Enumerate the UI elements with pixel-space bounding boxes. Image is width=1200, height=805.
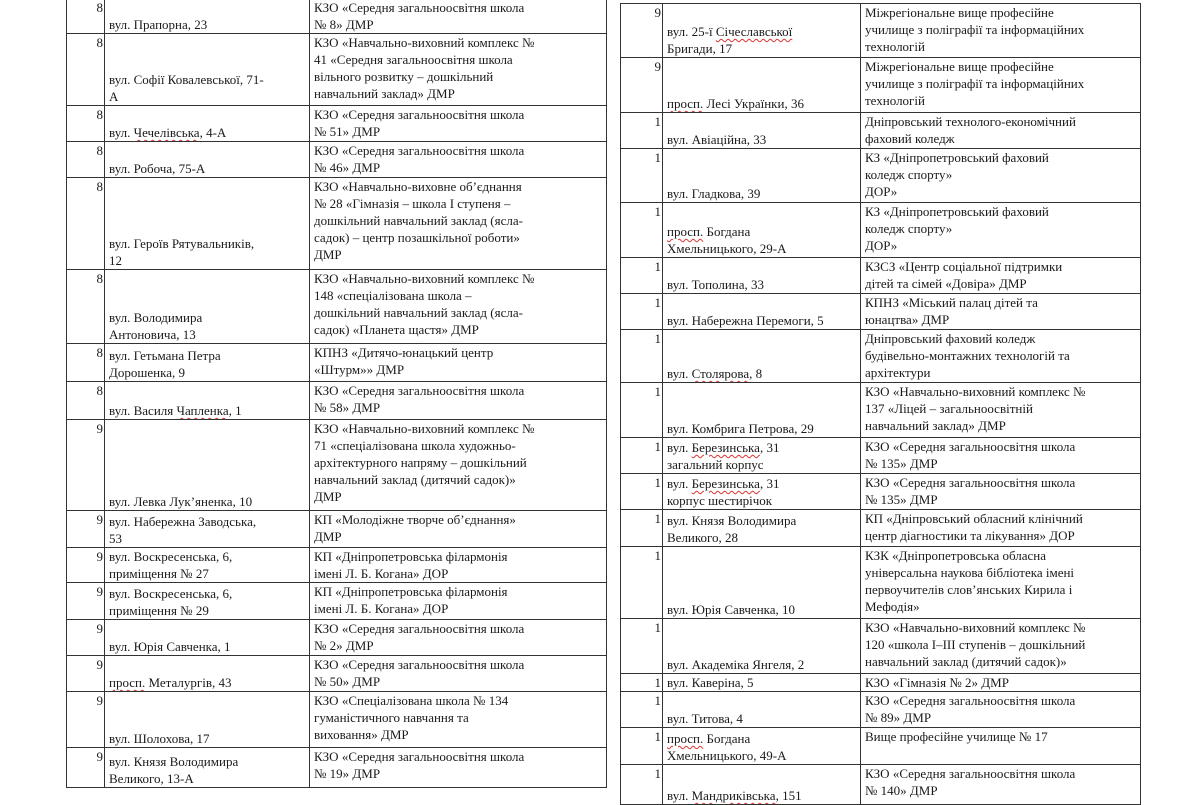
row-number-text: 9: [96, 749, 103, 764]
address-cell: [105, 34, 310, 106]
organization-cell: [861, 728, 1141, 765]
row-number: [621, 149, 663, 203]
address-cell: [663, 203, 861, 258]
organization-cell-text: Дніпровський фаховий коледж будівельно-монтажних технологій та архітектури: [865, 331, 1070, 380]
table-row: [621, 383, 1141, 438]
address-cell: [663, 113, 861, 149]
address-cell: [105, 142, 310, 178]
organization-cell-text: КЗО «Середня загальноосвітня школа № 8» ДМР: [314, 0, 525, 32]
row-number: [621, 510, 663, 547]
row-number: [621, 674, 663, 692]
spellcheck-underline: Січеславської: [715, 24, 793, 39]
row-number-text: 9: [96, 421, 103, 436]
organization-cell-text: КПНЗ «Міський палац дітей та юнацтва» ДМР: [865, 295, 1038, 327]
right-address-table: [620, 3, 1141, 805]
address-cell: [663, 383, 861, 438]
row-number-text: 8: [96, 345, 103, 360]
spellcheck-underline: Чапленка: [176, 403, 229, 418]
address-cell: [105, 748, 310, 788]
row-number: [621, 692, 663, 728]
address-cell-text: просп. Богдана Хмельницького, 29-А: [667, 224, 787, 256]
organization-cell: [861, 674, 1141, 692]
address-cell-text: вул. Воскресенська, 6, приміщення № 27: [109, 549, 233, 581]
organization-cell: [310, 583, 607, 620]
row-number: [67, 620, 105, 656]
row-number: [621, 203, 663, 258]
address-cell-text: вул. Набережна Заводська, 53: [109, 514, 257, 546]
table-row: [621, 438, 1141, 474]
address-cell-text: вул. Столярова, 8: [667, 366, 763, 381]
row-number: [621, 619, 663, 674]
spellcheck-underline: Березинська: [691, 476, 760, 491]
organization-cell-text: КЗК «Дніпропетровська обласна універсальна наукова бібліотека імені первоучителів слов’янських Кирила і Мефодія»: [865, 548, 1075, 614]
address-cell: [105, 511, 310, 548]
address-cell: [105, 583, 310, 620]
organization-cell: [310, 178, 607, 270]
row-number-text: 1: [654, 204, 661, 219]
organization-cell: [861, 294, 1141, 330]
address-cell: [105, 420, 310, 511]
organization-cell-text: КПНЗ «Дитячо-юнацький центр «Штурм»» ДМР: [314, 345, 494, 377]
organization-cell-text: КЗ «Дніпропетровський фаховий коледж спорту» ДОР»: [865, 204, 1049, 253]
address-cell-text: вул. Князя Володимира Великого, 28: [667, 513, 797, 545]
organization-cell: [861, 510, 1141, 547]
row-number-text: 9: [96, 549, 103, 564]
organization-cell: [310, 420, 607, 511]
address-cell: [663, 258, 861, 294]
address-cell-text: вул. Юрія Савченка, 10: [667, 602, 796, 617]
organization-cell: [310, 656, 607, 692]
row-number: [67, 692, 105, 748]
table-row: [621, 4, 1141, 58]
row-number: [67, 420, 105, 511]
row-number-text: 9: [654, 5, 661, 20]
row-number: [621, 330, 663, 383]
address-cell-text: вул. Авіаційна, 33: [667, 132, 767, 147]
row-number: [621, 58, 663, 113]
organization-cell-text: Міжрегіональне вище професійне училище з поліграфії та інформаційних технологій: [865, 5, 1085, 54]
organization-cell: [310, 511, 607, 548]
address-cell: [663, 619, 861, 674]
spellcheck-underline: Березинська: [691, 440, 760, 455]
row-number: [621, 4, 663, 58]
row-number-text: 1: [654, 259, 661, 274]
organization-cell: [861, 4, 1141, 58]
table-row: [621, 728, 1141, 765]
address-cell: [663, 330, 861, 383]
row-number: [621, 474, 663, 510]
row-number: [67, 0, 105, 34]
address-cell: [105, 548, 310, 583]
address-cell-text: вул. Князя Володимира Великого, 13-А: [109, 754, 239, 786]
row-number-text: 1: [654, 150, 661, 165]
organization-cell: [861, 258, 1141, 294]
organization-cell-text: КЗО «Спеціалізована школа № 134 гуманістичного навчання та виховання» ДМР: [314, 693, 509, 742]
organization-cell: [310, 0, 607, 34]
organization-cell-text: Дніпровський технолого-економічний фаховий коледж: [865, 114, 1076, 146]
row-number-text: 8: [96, 35, 103, 50]
table-row: [67, 656, 607, 692]
row-number-text: 9: [96, 657, 103, 672]
address-cell-text: вул. Воскресенська, 6, приміщення № 29: [109, 586, 233, 618]
organization-cell-text: КЗО «Навчально-виховний комплекс № 41 «Середня загальноосвітня школа вільного розвитку – дошкільний навчальний заклад» ДМР: [314, 35, 535, 101]
organization-cell-text: КЗО «Навчально-виховний комплекс № 71 «спеціалізована школа художньо- архітектурного напряму – дошкільний навчальний заклад (дитячий садок)» ДМР: [314, 421, 535, 504]
row-number: [67, 382, 105, 420]
address-cell: [105, 656, 310, 692]
address-cell: [663, 438, 861, 474]
row-number-text: 8: [96, 0, 103, 15]
table-row: [621, 619, 1141, 674]
organization-cell-text: КП «Дніпровський обласний клінічний центр діагностики та лікування» ДОР: [865, 511, 1083, 543]
organization-cell-text: КЗО «Середня загальноосвітня школа № 46» ДМР: [314, 143, 525, 175]
address-cell-text: вул. Володимира Антоновича, 13: [109, 310, 203, 342]
organization-cell-text: КЗО «Середня загальноосвітня школа № 135» ДМР: [865, 439, 1076, 471]
organization-cell: [861, 330, 1141, 383]
table-row: [67, 142, 607, 178]
organization-cell-text: КЗ «Дніпропетровський фаховий коледж спорту» ДОР»: [865, 150, 1049, 199]
table-row: [621, 149, 1141, 203]
organization-cell-text: КЗО «Навчально-виховний комплекс № 148 «спеціалізована школа – дошкільний навчальний заклад (ясла- садок) «Планета щастя» ДМР: [314, 271, 535, 337]
address-cell-text: вул. Комбрига Петрова, 29: [667, 421, 814, 436]
organization-cell-text: КЗО «Навчально-виховний комплекс № 137 «Ліцей – загальноосвітній навчальний заклад» ДМР: [865, 384, 1086, 433]
row-number-text: 1: [654, 114, 661, 129]
row-number-text: 1: [654, 384, 661, 399]
address-cell-text: вул. Березинська, 31 корпус шестирічок: [667, 476, 780, 508]
organization-cell-text: Вище професійне училище № 17: [865, 729, 1048, 744]
spellcheck-underline: Чечелівська: [133, 125, 200, 140]
address-cell-text: просп. Металургів, 43: [109, 675, 232, 690]
row-number: [621, 728, 663, 765]
organization-cell: [861, 113, 1141, 149]
organization-cell-text: КЗО «Середня загальноосвітня школа № 50» ДМР: [314, 657, 525, 689]
address-cell-text: вул. Гладкова, 39: [667, 186, 761, 201]
row-number: [67, 548, 105, 583]
organization-cell: [310, 270, 607, 344]
address-cell-text: вул. Героїв Рятувальників, 12: [109, 236, 255, 268]
row-number: [67, 178, 105, 270]
address-cell: [663, 547, 861, 619]
table-row: [621, 765, 1141, 805]
table-row: [621, 58, 1141, 113]
address-cell-text: вул. Софії Ковалевської, 71- А: [109, 72, 264, 104]
spellcheck-underline: просп.: [109, 675, 146, 690]
address-cell-text: вул. Чечелівська, 4-А: [109, 125, 227, 140]
row-number-text: 1: [654, 729, 661, 744]
row-number: [67, 142, 105, 178]
table-row: [621, 674, 1141, 692]
row-number-text: 1: [654, 675, 661, 690]
row-number-text: 8: [96, 107, 103, 122]
row-number: [621, 294, 663, 330]
table-row: [67, 178, 607, 270]
address-cell-text: вул. Василя Чапленка, 1: [109, 403, 242, 418]
address-cell: [663, 765, 861, 805]
organization-cell: [310, 692, 607, 748]
address-cell-text: вул. Прапорна, 23: [109, 17, 208, 32]
row-number-text: 1: [654, 511, 661, 526]
row-number: [621, 765, 663, 805]
row-number-text: 1: [654, 548, 661, 563]
table-row: [67, 420, 607, 511]
organization-cell: [861, 383, 1141, 438]
address-cell-text: вул. Набережна Перемоги, 5: [667, 313, 824, 328]
address-cell: [105, 692, 310, 748]
row-number-text: 9: [96, 584, 103, 599]
address-cell: [105, 178, 310, 270]
address-cell-text: просп. Лесі Українки, 36: [667, 96, 804, 111]
organization-cell: [861, 619, 1141, 674]
organization-cell: [310, 748, 607, 788]
address-cell: [105, 0, 310, 34]
organization-cell-text: КП «Молодіжне творче об’єднання» ДМР: [314, 512, 516, 544]
table-row: [67, 583, 607, 620]
row-number-text: 1: [654, 295, 661, 310]
right-table-body: [621, 4, 1141, 805]
row-number: [67, 270, 105, 344]
address-cell-text: просп. Богдана Хмельницького, 49-А: [667, 731, 787, 763]
organization-cell-text: КЗО «Середня загальноосвітня школа № 58» ДМР: [314, 383, 525, 415]
address-cell: [105, 106, 310, 142]
organization-cell-text: КЗО «Гімназія № 2» ДМР: [865, 675, 1009, 690]
row-number-text: 1: [654, 620, 661, 635]
table-row: [67, 548, 607, 583]
table-row: [67, 692, 607, 748]
organization-cell: [861, 692, 1141, 728]
organization-cell: [861, 203, 1141, 258]
address-cell: [663, 294, 861, 330]
row-number: [621, 113, 663, 149]
table-row: [621, 510, 1141, 547]
address-cell-text: вул. Березинська, 31 загальний корпус: [667, 440, 780, 472]
row-number-text: 9: [96, 693, 103, 708]
row-number-text: 1: [654, 475, 661, 490]
organization-cell: [861, 438, 1141, 474]
address-cell: [663, 510, 861, 547]
spellcheck-underline: просп.: [667, 224, 704, 239]
organization-cell: [310, 106, 607, 142]
address-cell-text: вул. Академіка Янгеля, 2: [667, 657, 805, 672]
row-number: [67, 34, 105, 106]
organization-cell-text: КП «Дніпропетровська філармонія імені Л. Б. Когана» ДОР: [314, 584, 508, 616]
row-number: [67, 748, 105, 788]
left-table-body: [67, 0, 607, 788]
left-address-table: [66, 0, 607, 788]
row-number-text: 1: [654, 766, 661, 781]
organization-cell: [310, 548, 607, 583]
organization-cell: [310, 34, 607, 106]
address-cell: [105, 382, 310, 420]
organization-cell-text: Міжрегіональне вище професійне училище з поліграфії та інформаційних технологій: [865, 59, 1085, 108]
organization-cell-text: КЗО «Середня загальноосвітня школа № 135» ДМР: [865, 475, 1076, 507]
table-row: [67, 344, 607, 382]
address-cell-text: вул. Тополина, 33: [667, 277, 765, 292]
row-number-text: 9: [96, 621, 103, 636]
table-row: [67, 620, 607, 656]
address-cell: [663, 674, 861, 692]
table-row: [67, 270, 607, 344]
address-cell: [105, 620, 310, 656]
row-number-text: 8: [96, 383, 103, 398]
organization-cell-text: КЗО «Середня загальноосвітня школа № 19» ДМР: [314, 749, 525, 781]
table-row: [621, 258, 1141, 294]
address-cell-text: вул. Юрія Савченка, 1: [109, 639, 231, 654]
row-number: [67, 106, 105, 142]
row-number: [621, 258, 663, 294]
organization-cell: [861, 765, 1141, 805]
spellcheck-underline: Мандриківська: [691, 788, 776, 803]
organization-cell: [861, 58, 1141, 113]
organization-cell-text: КЗО «Навчально-виховне об’єднання № 28 «Гімназія – школа I ступеня – дошкільний навчальний заклад (ясла- садок) – центр позашкільної роботи» ДМР: [314, 179, 523, 262]
table-row: [67, 748, 607, 788]
organization-cell-text: КЗО «Середня загальноосвітня школа № 89» ДМР: [865, 693, 1076, 725]
table-row: [67, 0, 607, 34]
address-cell: [663, 728, 861, 765]
address-cell: [663, 4, 861, 58]
row-number-text: 1: [654, 439, 661, 454]
row-number-text: 9: [654, 59, 661, 74]
organization-cell: [861, 149, 1141, 203]
organization-cell: [310, 620, 607, 656]
row-number: [621, 383, 663, 438]
spellcheck-underline: просп.: [667, 96, 704, 111]
table-row: [621, 692, 1141, 728]
address-cell-text: вул. Шолохова, 17: [109, 731, 210, 746]
table-row: [621, 474, 1141, 510]
organization-cell: [310, 142, 607, 178]
spellcheck-underline: Столярова: [691, 366, 750, 381]
table-row: [621, 113, 1141, 149]
row-number-text: 9: [96, 512, 103, 527]
address-cell-text: вул. Левка Лук’яненка, 10: [109, 494, 253, 509]
row-number: [621, 547, 663, 619]
organization-cell: [861, 474, 1141, 510]
address-cell: [663, 58, 861, 113]
row-number-text: 8: [96, 179, 103, 194]
address-cell: [663, 149, 861, 203]
address-cell-text: вул. Мандриківська, 151: [667, 788, 802, 803]
address-cell: [663, 474, 861, 510]
table-row: [621, 294, 1141, 330]
organization-cell-text: КЗО «Середня загальноосвітня школа № 51» ДМР: [314, 107, 525, 139]
organization-cell: [310, 344, 607, 382]
spellcheck-underline: просп.: [667, 731, 704, 746]
row-number-text: 8: [96, 271, 103, 286]
table-row: [67, 511, 607, 548]
table-row: [67, 382, 607, 420]
organization-cell-text: КЗО «Середня загальноосвітня школа № 2» ДМР: [314, 621, 525, 653]
row-number: [67, 344, 105, 382]
organization-cell-text: КЗСЗ «Центр соціальної підтримки дітей та сімей «Довіра» ДМР: [865, 259, 1063, 291]
row-number-text: 1: [654, 331, 661, 346]
address-cell-text: вул. Гетьмана Петра Дорошенка, 9: [109, 348, 221, 380]
row-number-text: 8: [96, 143, 103, 158]
table-row: [67, 106, 607, 142]
address-cell: [105, 344, 310, 382]
address-cell-text: вул. Титова, 4: [667, 711, 743, 726]
address-cell-text: вул. Каверіна, 5: [667, 675, 754, 690]
row-number-text: 1: [654, 693, 661, 708]
address-cell: [105, 270, 310, 344]
row-number: [621, 438, 663, 474]
row-number: [67, 583, 105, 620]
table-row: [621, 203, 1141, 258]
address-cell-text: вул. Робоча, 75-А: [109, 161, 206, 176]
table-row: [67, 34, 607, 106]
organization-cell-text: КЗО «Середня загальноосвітня школа № 140» ДМР: [865, 766, 1076, 798]
address-cell: [663, 692, 861, 728]
table-row: [621, 547, 1141, 619]
row-number: [67, 511, 105, 548]
table-row: [621, 330, 1141, 383]
organization-cell-text: КП «Дніпропетровська філармонія імені Л. Б. Когана» ДОР: [314, 549, 508, 581]
row-number: [67, 656, 105, 692]
address-cell-text: вул. 25-ї Січеславської Бригади, 17: [667, 24, 793, 56]
organization-cell: [310, 382, 607, 420]
organization-cell-text: КЗО «Навчально-виховний комплекс № 120 «школа І–ІІІ ступенів – дошкільний навчальний заклад (дитячий садок)»: [865, 620, 1086, 669]
organization-cell: [861, 547, 1141, 619]
